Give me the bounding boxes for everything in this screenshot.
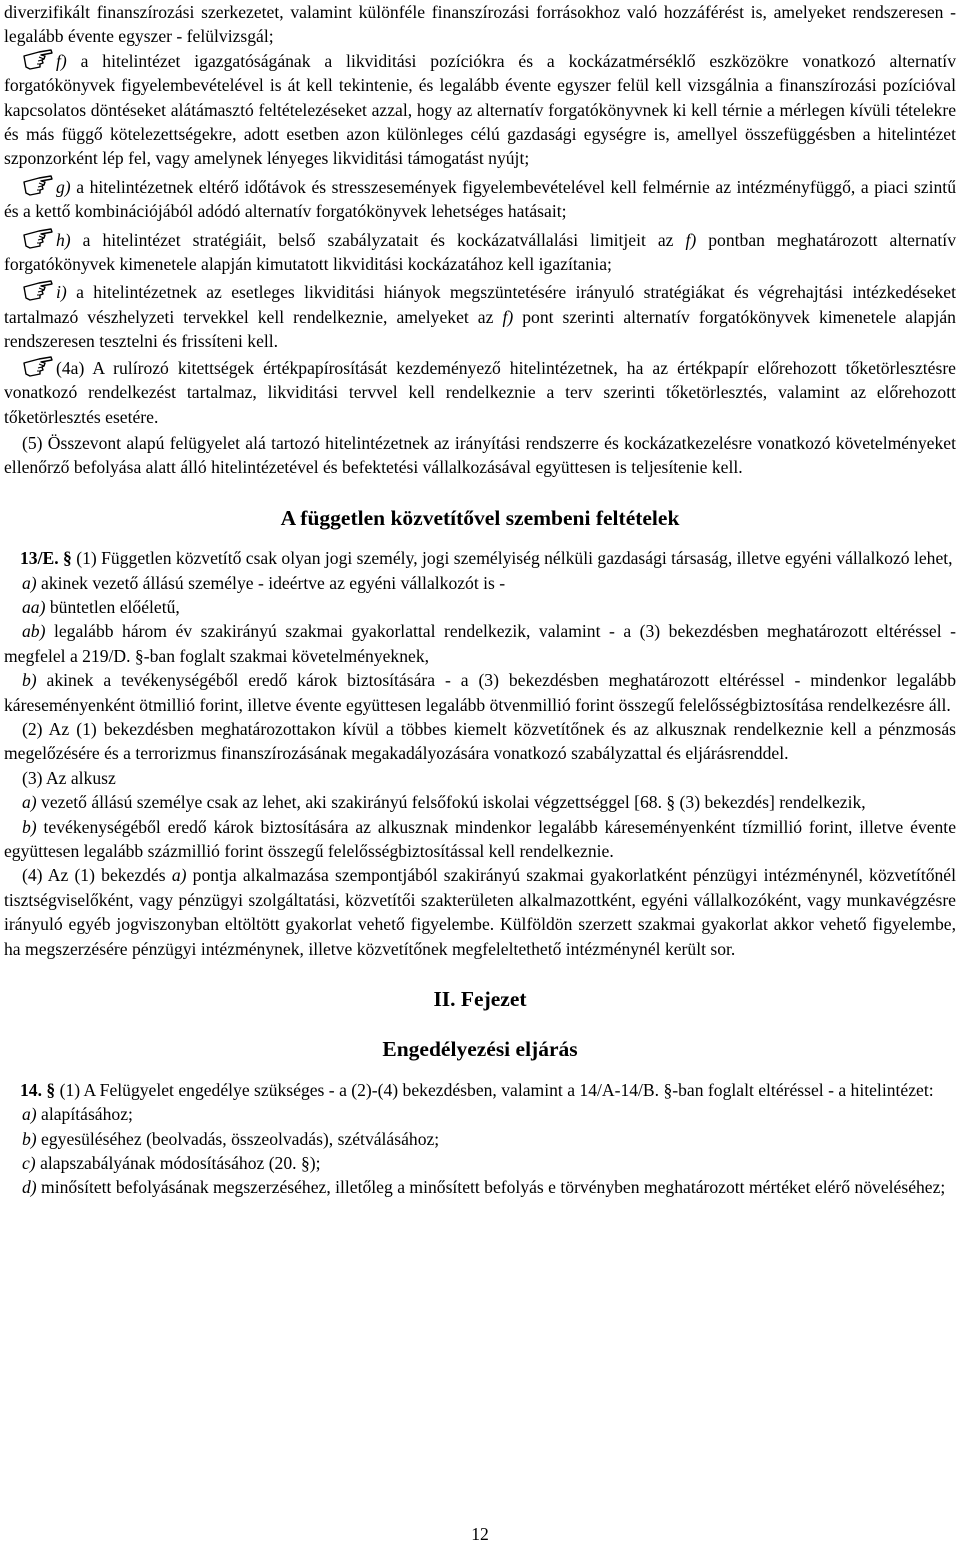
section-13e-b-mark: b) <box>22 670 37 691</box>
pointing-hand-icon[interactable] <box>22 280 54 302</box>
section-13e-aa-text: büntetlen előéletű, <box>45 596 180 617</box>
item-g <box>4 175 956 224</box>
item-h-text-a: a hitelintézet stratégiáit, belső szabályzatait és kockázatvállalási limitjeit az <box>70 229 686 250</box>
section-14-a-mark: a) <box>22 1104 37 1125</box>
section-14-d-text: minősített befolyásának megszerzéséhez, illetőleg a minősített befolyás e törvényben meghatározott mértéket elérő növeléséhez; <box>36 1177 946 1198</box>
section-14-number: 14. <box>20 1079 42 1100</box>
section-13e-aa-mark: aa) <box>22 596 46 617</box>
section-13e-p3-text: (3) Az alkusz <box>22 767 116 788</box>
item-g-text: a hitelintézetnek eltérő időtávok és stresszesemények figyelembevételével kell felmérnie az intézményfüggő, a piaci szintű és a kettő kombinációjából adódó alternatív forgatókönyvek lehetséges hatásait; <box>4 176 956 222</box>
item-i-ref: f) <box>502 306 514 327</box>
item-i <box>4 280 956 353</box>
section-13e-p4-ref: a) <box>171 865 187 886</box>
section-13e-p3b <box>4 815 956 864</box>
item-i-text-b: pont szerinti alternatív forgatókönyvek kimenetele alapján rendszeresen tesztelni és frissíteni kell. <box>4 306 956 352</box>
section-14-c-mark: c) <box>22 1153 36 1174</box>
paragraph-5 <box>4 431 956 480</box>
paragraph-4a <box>4 356 956 429</box>
item-h <box>4 228 956 277</box>
pointing-hand-icon[interactable] <box>22 228 54 250</box>
section-13e-p4-text-b: pontja alkalmazása szempontjából szakirányú szakmai gyakorlatként pénzügyi intézménynél, közvetítőnél tisztségviselőként, vagy pénzügyi szolgáltatási, közvetítői szakterületen alkalmazottként, egyéni vállalkozóként, vagy munkavégzésre irányuló egyéb jogviszonyban eltöltött gyakorlat vehető figyelembe. Külföldön szerzett szakmai gyakorlat akkor vehető figyelembe, ha megszerzésére pénzügyi intézménynek, illetve közvetítőnek megfeleltethető intézménynél került sor. <box>4 865 956 959</box>
item-g-mark: g) <box>56 176 71 197</box>
section-14-p1 <box>4 1078 956 1102</box>
section-14-a-text: alapításához; <box>36 1104 133 1125</box>
pointing-hand-icon[interactable] <box>22 49 54 71</box>
section-13e-sign: § <box>58 548 72 569</box>
paragraph-intro-text: diverzifikált finanszírozási szerkezetet, valamint különféle finanszírozási forrásokhoz való hozzáférést is, amelyeket rendszeresen - legalább évente egyszer - felülvizsgál; <box>4 2 956 47</box>
section-14-sign: § <box>42 1079 56 1100</box>
section-13e-a-mark: a) <box>22 572 37 593</box>
section-14-p1-text: (1) A Felügyelet engedélye szükséges - a (2)-(4) bekezdésben, valamint a 14/A-14/B. §-ban foglalt eltéréssel - a hitelintézet: <box>55 1079 934 1100</box>
section-13e-number: 13/E. <box>20 548 59 569</box>
item-i-text-a: a hitelintézetnek az esetleges likviditási hiányok megszüntetésére irányuló stratégiákat és végrehajtási intézkedéseket tartalmazó vészhelyzeti tervekkel kell rendelkeznie, amelyeket az <box>4 282 956 327</box>
pointing-hand-icon[interactable] <box>22 175 54 197</box>
section-13e-p2 <box>4 717 956 766</box>
item-h-mark: h) <box>56 229 71 250</box>
section-heading-independent-intermediary: A független közvetítővel szembeni feltételek <box>280 505 680 530</box>
section-13e-a-text: akinek vezető állású személye - ideértve az egyéni vállalkozót is - <box>36 572 506 593</box>
section-13e-p1-text: (1) Független közvetítő csak olyan jogi személy, jogi személyiség nélküli gazdasági társaság, illetve egyéni vállalkozó lehet, <box>71 548 953 569</box>
section-13e-p4 <box>4 863 956 961</box>
section-13e-p3b-mark: b) <box>22 816 37 837</box>
section-13e-p3 <box>4 766 956 790</box>
item-h-text-b: pontban meghatározott alternatív forgatókönyvek kimenetele alapján kimutatott likviditási kockázatához kell igazítania; <box>4 229 956 275</box>
section-14-b <box>4 1127 956 1151</box>
paragraph-intro <box>4 0 956 49</box>
section-13e-p4-text-a: (4) Az (1) bekezdés <box>22 865 172 886</box>
section-13e-ab-mark: ab) <box>22 621 46 642</box>
section-13e-p3b-text: tevékenységéből eredő károk biztosítására az alkusznak mindenkor legalább káreseményenként tízmillió forint, illetve évente együttesen legalább százmillió forint összegű felelősségbiztosítással kell rendelkeznie. <box>4 816 956 861</box>
section-14-c-text: alapszabályának módosításához (20. §); <box>35 1153 321 1174</box>
section-13e-b <box>4 668 956 717</box>
item-h-ref: f) <box>685 229 697 250</box>
paragraph-5-text: (5) Összevont alapú felügyelet alá tartozó hitelintézetnek az irányítási rendszerre és kockázatkezelésre vonatkozó követelményeket ellenőrző befolyása alatt álló hitelintézetével és befektetési vállalkozásával együttesen is teljesítenie kell. <box>4 432 956 478</box>
section-13e-p3a-text: vezető állású személye csak az lehet, aki szakirányú felsőfokú iskolai végzettséggel [68. § (3) bekezdés] rendelkezik, <box>36 792 866 813</box>
section-13e-p3a-mark: a) <box>22 792 37 813</box>
item-f-mark: f) <box>56 50 67 71</box>
section-13e-a <box>4 571 956 595</box>
section-13e-p2-text: (2) Az (1) bekezdésben meghatározottakon kívül a többes kiemelt közvetítőnek és az alkusznak rendelkeznie kell a pénzmosás megelőzésére és a terrorizmus finanszírozásának megakadályozására vonatkozó szabályzattal és eljárásrenddel. <box>4 718 956 764</box>
item-f <box>4 49 956 171</box>
section-13e-aa <box>4 595 956 619</box>
section-13e-ab <box>4 619 956 668</box>
page-number: 12 <box>471 1524 489 1544</box>
paragraph-4a-text: (4a) A rulírozó kitettségek értékpapírosítását kezdeményező hitelintézetnek, ha az értékpapír előrehozott tőketörlesztésre vonatkozó rendelkezést tartalmaz, likviditási tervvel kell rendelkeznie a terv szerinti tőketörlesztés, valamint az előrehozott tőketörlesztés esetére. <box>4 357 956 427</box>
section-13e-p3a <box>4 790 956 814</box>
chapter-heading: II. Fejezet <box>433 987 527 1012</box>
document-page <box>4 0 956 1200</box>
section-14-d <box>4 1175 956 1199</box>
item-f-text: a hitelintézet igazgatóságának a likviditási pozíciókra és a kockázatmérséklő eszközökre vonatkozó alternatív forgatókönyvek figyelembevételével is át kell tekintenie, és legalább évente egyszer felül kell vizsgálnia a finanszírozási pozícióval kapcsolatos döntéseket alátámasztó feltételezéseket azzal, hogy az alternatív forgatókönyvnek ki kell térnie a mérlegen kívüli tételekre és más függő kötelezettségekre, adott esetben azon különleges célú gazdasági egységre is, amellyel összefüggésben a hitelintézet szponzorként lép fel, vagy amelynek lényeges likviditási támogatást nyújt; <box>4 50 956 169</box>
section-14-b-text: egyesüléséhez (beolvadás, összeolvadás), szétválásához; <box>36 1128 440 1149</box>
section-14-c <box>4 1151 956 1175</box>
section-13e-ab-text: legalább három év szakirányú szakmai gyakorlattal rendelkezik, valamint - a (3) bekezdésben meghatározott eltéréssel - megfelel a 219/D. §-ban foglalt szakmai követelményeknek, <box>4 621 956 666</box>
section-13e-b-text: akinek a tevékenységéből eredő károk biztosítására - a (3) bekezdésben meghatározott eltéréssel - mindenkor legalább káreseményenként ötmillió forint, illetve évente együttesen legalább ötvenmillió forint összegű felelősségbiztosítása rendelkezésre áll. <box>4 670 956 715</box>
section-13e-p1 <box>4 546 956 570</box>
chapter-title: Engedélyezési eljárás <box>382 1037 578 1062</box>
item-i-mark: i) <box>56 282 67 303</box>
section-14-a <box>4 1102 956 1126</box>
section-14-b-mark: b) <box>22 1128 37 1149</box>
section-14-d-mark: d) <box>22 1177 37 1198</box>
pointing-hand-icon[interactable] <box>22 356 54 378</box>
